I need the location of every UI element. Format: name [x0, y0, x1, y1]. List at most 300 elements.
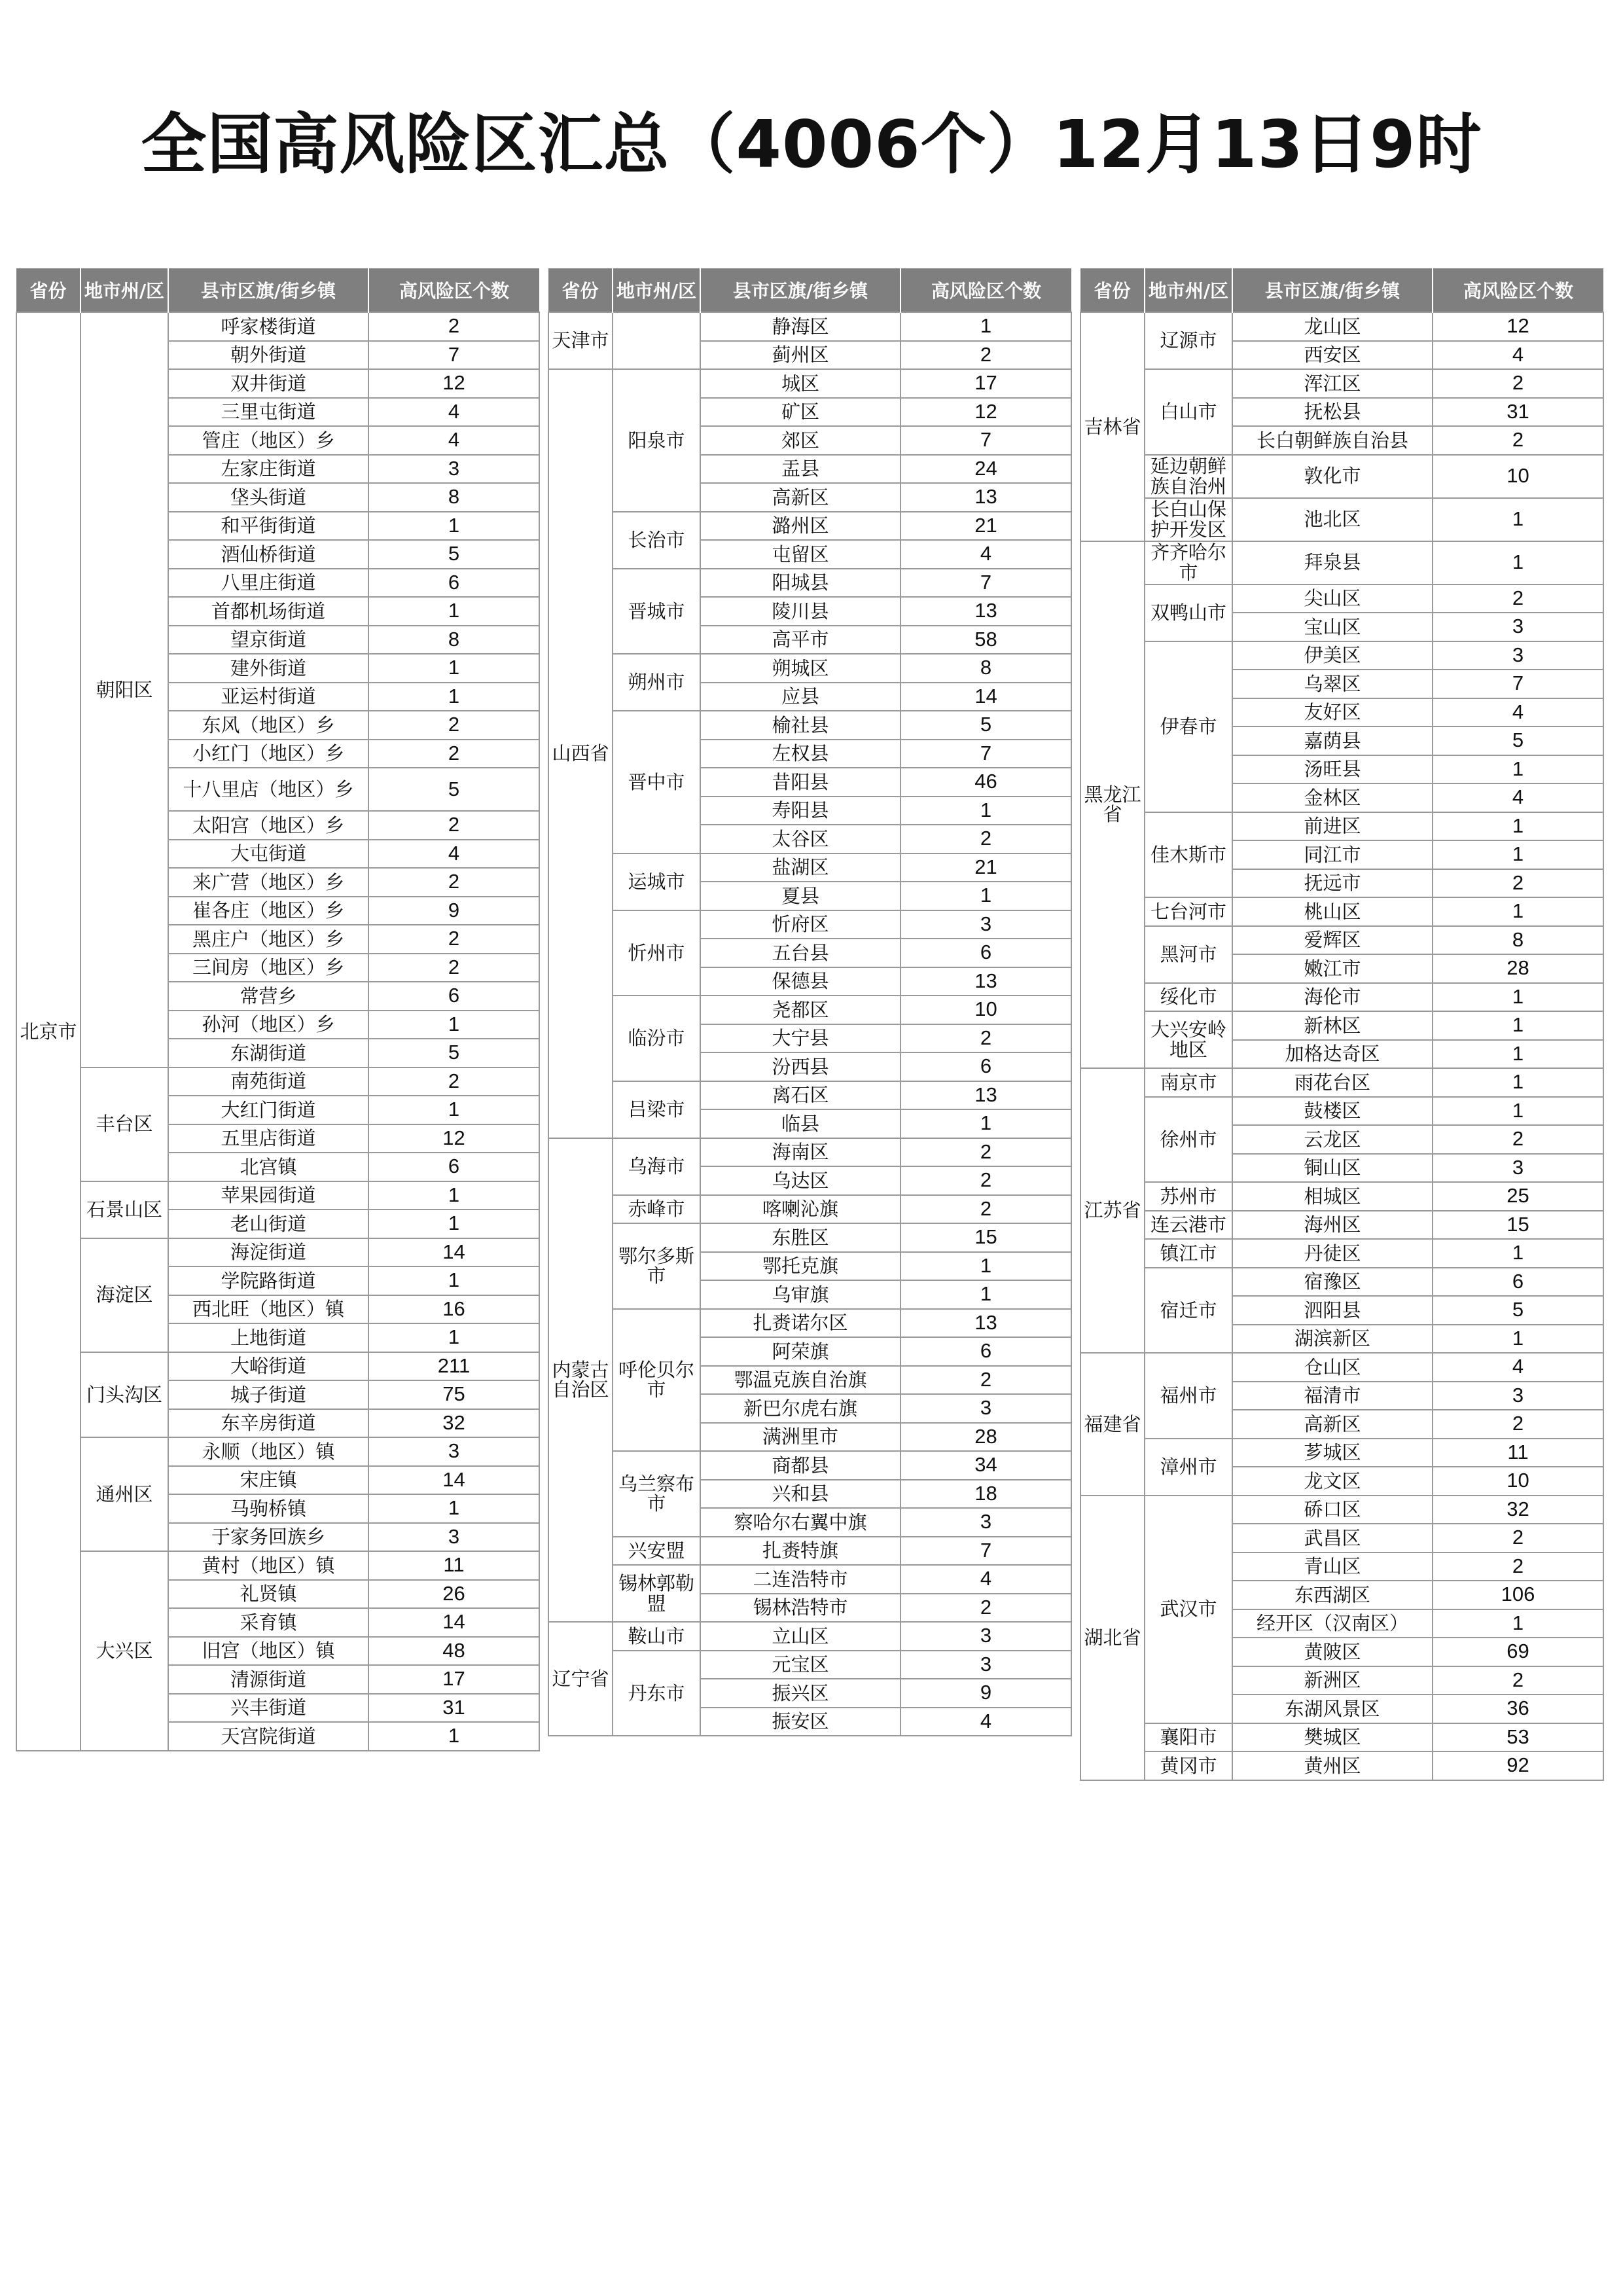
district-cell: 东风（地区）乡 [168, 711, 368, 740]
province-cell: 湖北省 [1080, 1496, 1145, 1780]
column-header: 地市州/区 [80, 268, 168, 312]
city-cell: 大兴区 [80, 1551, 168, 1751]
district-cell: 武昌区 [1232, 1524, 1433, 1552]
risk-count-cell: 1 [1433, 1011, 1603, 1040]
risk-count-cell: 2 [368, 811, 539, 840]
district-cell: 垡头街道 [168, 483, 368, 512]
column-header: 县市区旗/街乡镇 [1232, 268, 1433, 312]
risk-count-cell: 7 [901, 569, 1071, 598]
risk-count-cell: 13 [901, 967, 1071, 996]
risk-count-cell: 75 [368, 1380, 539, 1409]
district-cell: 鼓楼区 [1232, 1097, 1433, 1126]
district-cell: 于家务回族乡 [168, 1523, 368, 1552]
table-row [548, 569, 1071, 598]
district-cell: 高新区 [1232, 1410, 1433, 1439]
district-cell: 同江市 [1232, 840, 1433, 869]
district-cell: 池北区 [1232, 498, 1433, 541]
district-cell: 尖山区 [1232, 584, 1433, 613]
district-cell: 经开区（汉南区） [1232, 1609, 1433, 1638]
district-cell: 东湖街道 [168, 1039, 368, 1067]
district-cell: 首都机场街道 [168, 597, 368, 626]
risk-count-cell: 4 [901, 1708, 1071, 1736]
city-cell: 石景山区 [80, 1181, 168, 1238]
district-cell: 龙文区 [1232, 1467, 1433, 1496]
risk-count-cell: 2 [368, 740, 539, 768]
city-cell: 朝阳区 [80, 312, 168, 1067]
table-header-row [1080, 268, 1603, 312]
risk-count-cell: 1 [1433, 1097, 1603, 1126]
district-cell: 商都县 [700, 1451, 901, 1480]
district-cell: 福清市 [1232, 1382, 1433, 1410]
risk-count-cell: 1 [1433, 812, 1603, 841]
column-header: 地市州/区 [613, 268, 700, 312]
city-cell: 兴安盟 [613, 1537, 700, 1566]
table-row [548, 1195, 1071, 1224]
city-cell: 晋城市 [613, 569, 700, 655]
district-cell: 崔各庄（地区）乡 [168, 897, 368, 925]
risk-count-cell: 2 [901, 825, 1071, 853]
city-cell: 武汉市 [1145, 1496, 1232, 1723]
district-cell: 拜泉县 [1232, 541, 1433, 584]
district-cell: 忻府区 [700, 910, 901, 939]
summary-table [1080, 268, 1604, 1781]
risk-count-cell: 48 [368, 1637, 539, 1666]
district-cell: 屯留区 [700, 540, 901, 569]
page-title: 全国高风险区汇总（4006个）12月13日9时 [141, 106, 1482, 183]
district-cell: 汾西县 [700, 1052, 901, 1081]
district-cell: 礼贤镇 [168, 1580, 368, 1609]
district-cell: 太谷区 [700, 825, 901, 853]
risk-count-cell: 2 [368, 1067, 539, 1096]
district-cell: 马驹桥镇 [168, 1494, 368, 1523]
risk-count-cell: 28 [901, 1423, 1071, 1452]
risk-count-cell: 106 [1433, 1581, 1603, 1609]
column-header: 省份 [16, 268, 80, 312]
district-cell: 夏县 [700, 882, 901, 910]
table-row [1080, 1011, 1603, 1040]
risk-count-cell: 14 [368, 1238, 539, 1267]
risk-count-cell: 2 [1433, 1552, 1603, 1581]
risk-count-cell: 15 [1433, 1211, 1603, 1240]
district-cell: 黄州区 [1232, 1751, 1433, 1780]
district-cell: 嫩江市 [1232, 954, 1433, 983]
district-cell: 望京街道 [168, 626, 368, 655]
risk-count-cell: 4 [901, 540, 1071, 569]
district-cell: 新巴尔虎右旗 [700, 1394, 901, 1423]
district-cell: 大屯街道 [168, 840, 368, 869]
city-cell: 辽源市 [1145, 312, 1232, 369]
city-cell [613, 312, 700, 369]
risk-count-cell: 6 [901, 1052, 1071, 1081]
risk-count-cell: 1 [901, 797, 1071, 825]
city-cell: 吕梁市 [613, 1081, 700, 1138]
district-cell: 东胜区 [700, 1223, 901, 1252]
table-row [548, 1309, 1071, 1338]
risk-count-cell: 14 [368, 1608, 539, 1637]
table-row [1080, 584, 1603, 613]
risk-count-cell: 6 [368, 1153, 539, 1181]
district-cell: 敦化市 [1232, 455, 1433, 498]
district-cell: 仓山区 [1232, 1353, 1433, 1382]
risk-count-cell: 2 [901, 1024, 1071, 1053]
risk-count-cell: 1 [368, 683, 539, 711]
city-cell: 宿迁市 [1145, 1268, 1232, 1354]
city-cell: 福州市 [1145, 1353, 1232, 1439]
city-cell: 延边朝鲜族自治州 [1145, 455, 1232, 498]
risk-count-cell: 18 [901, 1480, 1071, 1509]
risk-count-cell: 1 [901, 1252, 1071, 1281]
district-cell: 新洲区 [1232, 1666, 1433, 1695]
district-cell: 喀喇沁旗 [700, 1195, 901, 1224]
risk-count-cell: 6 [368, 569, 539, 598]
risk-count-cell: 5 [368, 1039, 539, 1067]
risk-count-cell: 31 [368, 1694, 539, 1723]
district-cell: 三里屯街道 [168, 398, 368, 427]
risk-count-cell: 10 [1433, 1467, 1603, 1496]
district-cell: 清源街道 [168, 1665, 368, 1694]
table-row [1080, 312, 1603, 341]
table-row [1080, 1353, 1603, 1382]
risk-count-cell: 4 [1433, 698, 1603, 727]
district-cell: 扎赉特旗 [700, 1537, 901, 1566]
risk-count-cell: 25 [1433, 1182, 1603, 1211]
risk-count-cell: 10 [1433, 455, 1603, 498]
district-cell: 朝外街道 [168, 341, 368, 370]
table-row [16, 1067, 539, 1096]
district-cell: 上地街道 [168, 1323, 368, 1352]
district-cell: 海南区 [700, 1138, 901, 1167]
risk-count-cell: 2 [368, 925, 539, 954]
district-cell: 老山街道 [168, 1210, 368, 1238]
province-cell: 辽宁省 [548, 1622, 613, 1736]
district-cell: 大红门街道 [168, 1096, 368, 1124]
risk-count-cell: 3 [901, 1394, 1071, 1423]
table-row [548, 1138, 1071, 1167]
table-header-row [16, 268, 539, 312]
risk-count-cell: 7 [368, 341, 539, 370]
risk-count-cell: 3 [1433, 1382, 1603, 1410]
district-cell: 双井街道 [168, 369, 368, 398]
risk-count-cell: 1 [901, 312, 1071, 341]
district-cell: 抚远市 [1232, 869, 1433, 898]
table-row [548, 1622, 1071, 1651]
risk-count-cell: 1 [1433, 840, 1603, 869]
summary-table-column-3 [1080, 268, 1603, 1781]
district-cell: 元宝区 [700, 1651, 901, 1679]
risk-count-cell: 8 [901, 654, 1071, 683]
district-cell: 盐湖区 [700, 853, 901, 882]
city-cell: 镇江市 [1145, 1239, 1232, 1268]
table-row [1080, 1723, 1603, 1752]
risk-count-cell: 5 [368, 540, 539, 569]
district-cell: 前进区 [1232, 812, 1433, 841]
risk-count-cell: 3 [1433, 641, 1603, 670]
risk-count-cell: 6 [1433, 1268, 1603, 1297]
district-cell: 临县 [700, 1109, 901, 1138]
province-cell: 吉林省 [1080, 312, 1145, 541]
summary-table-column-1 [16, 268, 539, 1751]
risk-count-cell: 1 [368, 512, 539, 541]
risk-count-cell: 46 [901, 768, 1071, 797]
table-row [16, 312, 539, 341]
district-cell: 海伦市 [1232, 983, 1433, 1012]
column-header: 高风险区个数 [901, 268, 1071, 312]
district-cell: 黄村（地区）镇 [168, 1551, 368, 1580]
table-row [1080, 1751, 1603, 1780]
district-cell: 抚松县 [1232, 398, 1433, 427]
district-cell: 盂县 [700, 455, 901, 484]
district-cell: 酒仙桥街道 [168, 540, 368, 569]
city-cell: 长白山保护开发区 [1145, 498, 1232, 541]
table-row [1080, 541, 1603, 584]
district-cell: 察哈尔右翼中旗 [700, 1508, 901, 1537]
district-cell: 呼家楼街道 [168, 312, 368, 341]
risk-count-cell: 31 [1433, 398, 1603, 427]
risk-count-cell: 1 [368, 1323, 539, 1352]
risk-count-cell: 21 [901, 853, 1071, 882]
table-header-row [548, 268, 1071, 312]
district-cell: 左家庄街道 [168, 455, 368, 484]
risk-count-cell: 2 [1433, 869, 1603, 898]
risk-count-cell: 3 [901, 1622, 1071, 1651]
table-row [548, 1651, 1071, 1679]
table-row [16, 1437, 539, 1466]
district-cell: 云龙区 [1232, 1125, 1433, 1154]
city-cell: 双鸭山市 [1145, 584, 1232, 641]
city-cell: 徐州市 [1145, 1097, 1232, 1183]
district-cell: 湖滨新区 [1232, 1325, 1433, 1354]
risk-count-cell: 13 [901, 597, 1071, 626]
district-cell: 西安区 [1232, 341, 1433, 370]
district-cell: 东湖风景区 [1232, 1695, 1433, 1723]
risk-count-cell: 1 [368, 1494, 539, 1523]
district-cell: 宋庄镇 [168, 1466, 368, 1495]
column-header: 地市州/区 [1145, 268, 1232, 312]
city-cell: 通州区 [80, 1437, 168, 1551]
district-cell: 三间房（地区）乡 [168, 954, 368, 982]
province-cell: 山西省 [548, 369, 613, 1138]
district-cell: 嘉荫县 [1232, 726, 1433, 755]
province-cell: 内蒙古自治区 [548, 1138, 613, 1623]
risk-count-cell: 7 [1433, 670, 1603, 698]
column-header: 省份 [1080, 268, 1145, 312]
district-cell: 静海区 [700, 312, 901, 341]
city-cell: 临汾市 [613, 996, 700, 1081]
risk-count-cell: 1 [1433, 541, 1603, 584]
city-cell: 门头沟区 [80, 1352, 168, 1438]
risk-count-cell: 2 [368, 954, 539, 982]
district-cell: 旧宫（地区）镇 [168, 1637, 368, 1666]
risk-count-cell: 12 [901, 398, 1071, 427]
risk-count-cell: 1 [368, 1266, 539, 1295]
city-cell: 鄂尔多斯市 [613, 1223, 700, 1309]
district-cell: 寿阳县 [700, 797, 901, 825]
district-cell: 锡林浩特市 [700, 1594, 901, 1623]
district-cell: 大宁县 [700, 1024, 901, 1053]
table-row [16, 1238, 539, 1267]
district-cell: 北宫镇 [168, 1153, 368, 1181]
risk-count-cell: 5 [1433, 1296, 1603, 1325]
column-header: 县市区旗/街乡镇 [168, 268, 368, 312]
city-cell: 丰台区 [80, 1067, 168, 1181]
risk-count-cell: 1 [368, 1210, 539, 1238]
summary-table [16, 268, 540, 1751]
risk-count-cell: 8 [1433, 926, 1603, 955]
risk-count-cell: 36 [1433, 1695, 1603, 1723]
risk-count-cell: 1 [901, 1109, 1071, 1138]
district-cell: 城子街道 [168, 1380, 368, 1409]
district-cell: 乌达区 [700, 1166, 901, 1195]
district-cell: 兴和县 [700, 1480, 901, 1509]
district-cell: 加格达奇区 [1232, 1040, 1433, 1069]
table-row [1080, 455, 1603, 498]
district-cell: 小红门（地区）乡 [168, 740, 368, 768]
city-cell: 绥化市 [1145, 983, 1232, 1012]
risk-count-cell: 5 [368, 768, 539, 811]
risk-count-cell: 6 [901, 939, 1071, 967]
city-cell: 齐齐哈尔市 [1145, 541, 1232, 584]
district-cell: 十八里店（地区）乡 [168, 768, 368, 811]
table-row [1080, 983, 1603, 1012]
district-cell: 应县 [700, 683, 901, 711]
table-row [548, 312, 1071, 341]
district-cell: 相城区 [1232, 1182, 1433, 1211]
table-row [1080, 1097, 1603, 1126]
risk-count-cell: 1 [1433, 1040, 1603, 1069]
city-cell: 忻州市 [613, 910, 700, 996]
district-cell: 常营乡 [168, 982, 368, 1011]
risk-count-cell: 2 [368, 312, 539, 341]
table-row [548, 369, 1071, 398]
risk-count-cell: 58 [901, 626, 1071, 655]
risk-count-cell: 6 [901, 1337, 1071, 1366]
risk-count-cell: 21 [901, 512, 1071, 541]
risk-count-cell: 1 [1433, 1068, 1603, 1097]
risk-count-cell: 7 [901, 426, 1071, 455]
risk-count-cell: 1 [368, 654, 539, 683]
risk-count-cell: 1 [1433, 1239, 1603, 1268]
city-cell: 南京市 [1145, 1068, 1232, 1097]
district-cell: 桃山区 [1232, 897, 1433, 926]
risk-count-cell: 11 [368, 1551, 539, 1580]
district-cell: 学院路街道 [168, 1266, 368, 1295]
district-cell: 亚运村街道 [168, 683, 368, 711]
district-cell: 芗城区 [1232, 1439, 1433, 1467]
city-cell: 乌海市 [613, 1138, 700, 1195]
district-cell: 黑庄户（地区）乡 [168, 925, 368, 954]
district-cell: 黄陂区 [1232, 1638, 1433, 1666]
risk-count-cell: 3 [368, 1523, 539, 1552]
risk-count-cell: 4 [1433, 783, 1603, 812]
district-cell: 和平街街道 [168, 512, 368, 541]
risk-count-cell: 2 [368, 711, 539, 740]
district-cell: 满洲里市 [700, 1423, 901, 1452]
risk-count-cell: 10 [901, 996, 1071, 1024]
table-row [16, 1181, 539, 1210]
risk-count-cell: 9 [901, 1679, 1071, 1708]
risk-count-cell: 4 [368, 840, 539, 869]
district-cell: 二连浩特市 [700, 1565, 901, 1594]
city-cell: 呼伦贝尔市 [613, 1309, 700, 1452]
district-cell: 采育镇 [168, 1608, 368, 1637]
district-cell: 阳城县 [700, 569, 901, 598]
district-cell: 乌审旗 [700, 1280, 901, 1309]
district-cell: 硚口区 [1232, 1496, 1433, 1524]
risk-count-cell: 32 [1433, 1496, 1603, 1524]
risk-count-cell: 1 [1433, 1609, 1603, 1638]
district-cell: 丹徒区 [1232, 1239, 1433, 1268]
city-cell: 乌兰察布市 [613, 1451, 700, 1537]
risk-count-cell: 7 [901, 740, 1071, 768]
district-cell: 苹果园街道 [168, 1181, 368, 1210]
district-cell: 立山区 [700, 1622, 901, 1651]
risk-count-cell: 2 [1433, 426, 1603, 455]
risk-count-cell: 9 [368, 897, 539, 925]
district-cell: 兴丰街道 [168, 1694, 368, 1723]
district-cell: 扎赉诺尔区 [700, 1309, 901, 1338]
city-cell: 晋中市 [613, 711, 700, 853]
risk-count-cell: 4 [1433, 1353, 1603, 1382]
district-cell: 青山区 [1232, 1552, 1433, 1581]
city-cell: 连云港市 [1145, 1211, 1232, 1240]
table-row [548, 1537, 1071, 1566]
table-row [548, 1223, 1071, 1252]
province-cell: 黑龙江省 [1080, 541, 1145, 1069]
district-cell: 伊美区 [1232, 641, 1433, 670]
table-row [16, 1551, 539, 1580]
column-header: 县市区旗/街乡镇 [700, 268, 901, 312]
district-cell: 汤旺县 [1232, 755, 1433, 784]
district-cell: 铜山区 [1232, 1154, 1433, 1183]
table-row [548, 512, 1071, 541]
risk-count-cell: 6 [368, 982, 539, 1011]
risk-count-cell: 1 [1433, 897, 1603, 926]
risk-count-cell: 14 [901, 683, 1071, 711]
risk-count-cell: 2 [901, 1166, 1071, 1195]
risk-count-cell: 2 [1433, 1524, 1603, 1552]
risk-count-cell: 32 [368, 1409, 539, 1438]
risk-count-cell: 4 [901, 1565, 1071, 1594]
city-cell: 鞍山市 [613, 1622, 700, 1651]
summary-table-column-2 [548, 268, 1071, 1736]
district-cell: 建外街道 [168, 654, 368, 683]
table-row [1080, 369, 1603, 398]
table-row [1080, 1068, 1603, 1097]
table-row [548, 1451, 1071, 1480]
province-cell: 江苏省 [1080, 1068, 1145, 1353]
table-row [1080, 1211, 1603, 1240]
city-cell: 黄冈市 [1145, 1751, 1232, 1780]
risk-count-cell: 2 [901, 1594, 1071, 1623]
risk-count-cell: 2 [901, 1195, 1071, 1224]
district-cell: 金林区 [1232, 783, 1433, 812]
district-cell: 新林区 [1232, 1011, 1433, 1040]
risk-count-cell: 13 [901, 1081, 1071, 1110]
district-cell: 离石区 [700, 1081, 901, 1110]
city-cell: 黑河市 [1145, 926, 1232, 983]
risk-count-cell: 13 [901, 1309, 1071, 1338]
city-cell: 白山市 [1145, 369, 1232, 455]
district-cell: 朔城区 [700, 654, 901, 683]
city-cell: 运城市 [613, 853, 700, 910]
risk-count-cell: 14 [368, 1466, 539, 1495]
table-row [548, 853, 1071, 882]
city-cell: 佳木斯市 [1145, 812, 1232, 898]
district-cell: 左权县 [700, 740, 901, 768]
risk-count-cell: 1 [368, 597, 539, 626]
district-cell: 樊城区 [1232, 1723, 1433, 1752]
district-cell: 陵川县 [700, 597, 901, 626]
